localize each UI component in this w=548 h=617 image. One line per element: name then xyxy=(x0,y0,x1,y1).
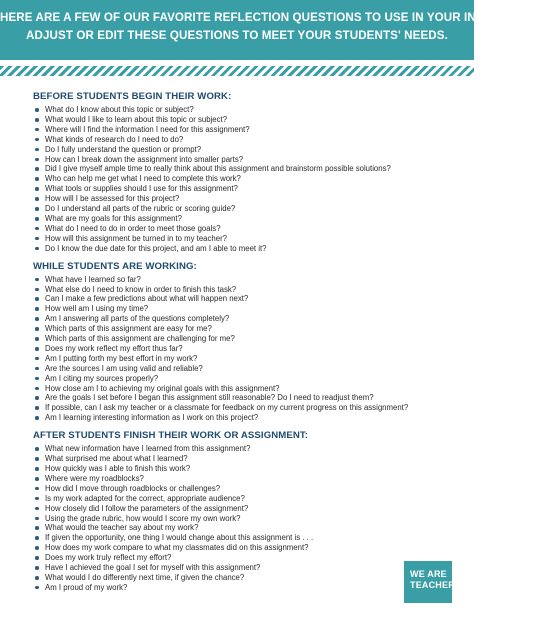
bullet-icon xyxy=(35,387,39,391)
question-item xyxy=(33,324,453,334)
question-list-after xyxy=(33,444,462,593)
question-text: Am I learning interesting information as I work on this project? xyxy=(45,413,259,423)
question-list-during xyxy=(33,275,453,424)
question-text: Am I citing my sources properly? xyxy=(45,373,159,383)
question-item xyxy=(33,444,453,454)
question-item xyxy=(33,224,453,234)
bullet-icon xyxy=(35,227,39,231)
question-text: If given the opportunity, one thing I would change about this assignment is . . . xyxy=(45,533,314,543)
question-text: Do I fully understand the question or prompt? xyxy=(45,144,202,154)
question-text: What else do I need to know in order to finish this task? xyxy=(45,284,237,294)
bullet-icon xyxy=(35,576,39,580)
bullet-icon xyxy=(35,536,39,540)
header-title-line-2: ADJUST OR EDIT THESE QUESTIONS TO MEET YOUR STUDENTS' NEEDS. xyxy=(26,29,448,42)
bullet-icon xyxy=(35,197,39,201)
question-item xyxy=(33,384,453,394)
question-text: How well am I using my time? xyxy=(45,304,149,314)
logo-line-2: TEACHERS xyxy=(410,580,462,590)
bullet-icon xyxy=(35,278,39,282)
bullet-icon xyxy=(35,128,39,132)
question-text: Where were my roadblocks? xyxy=(45,473,144,483)
question-item xyxy=(33,194,453,204)
bullet-icon xyxy=(35,566,39,570)
question-item xyxy=(33,334,453,344)
question-text: Did I give myself ample time to really think about this assignment and brainstorm possible solutions? xyxy=(45,164,391,174)
question-content xyxy=(33,90,462,593)
question-item xyxy=(33,474,453,484)
bullet-icon xyxy=(35,447,39,451)
bullet-icon xyxy=(35,177,39,181)
question-item xyxy=(33,374,453,384)
question-text: Do I know the due date for this project, and am I able to meet it? xyxy=(45,243,267,253)
question-text: Do I understand all parts of the rubric or scoring guide? xyxy=(45,204,236,214)
question-list-before xyxy=(33,105,453,254)
question-text: What tools or supplies should I use for this assignment? xyxy=(45,184,238,194)
question-text: What new information have I learned from this assignment? xyxy=(45,444,251,454)
bullet-icon xyxy=(35,317,39,321)
bullet-icon xyxy=(35,507,39,511)
question-text: Am I proud of my work? xyxy=(45,582,128,592)
section-title-before: BEFORE STUDENTS BEGIN THEIR WORK: xyxy=(33,91,232,102)
question-item xyxy=(33,553,453,563)
question-text: How will I be assessed for this project? xyxy=(45,194,180,204)
question-item xyxy=(33,563,453,573)
question-text: What would I do differently next time, if given the chance? xyxy=(45,572,245,582)
question-item xyxy=(33,275,453,285)
question-text: Who can help me get what I need to complete this work? xyxy=(45,174,241,184)
question-text: Does my work truly reflect my effort? xyxy=(45,553,172,563)
question-item xyxy=(33,314,453,324)
question-text: How did I move through roadblocks or challenges? xyxy=(45,483,221,493)
question-item xyxy=(33,285,453,295)
bullet-icon xyxy=(35,118,39,122)
section-during xyxy=(33,260,453,424)
bullet-icon xyxy=(35,546,39,550)
question-text: Where will I find the information I need for this assignment? xyxy=(45,124,250,134)
question-text: If possible, can I ask my teacher or a classmate for feedback on my current progress on this assignment? xyxy=(45,403,409,413)
question-text: Are the sources I am using valid and reliable? xyxy=(45,363,203,373)
question-item xyxy=(33,214,453,224)
question-item xyxy=(33,294,453,304)
question-item xyxy=(33,504,453,514)
bullet-icon xyxy=(35,487,39,491)
question-text: Which parts of this assignment are easy for me? xyxy=(45,324,212,334)
bullet-icon xyxy=(35,357,39,361)
bullet-icon xyxy=(35,396,39,400)
bullet-icon xyxy=(35,467,39,471)
bullet-icon xyxy=(35,167,39,171)
question-text: How quickly was I able to finish this work? xyxy=(45,464,191,473)
question-item xyxy=(33,155,453,165)
bullet-icon xyxy=(35,337,39,341)
question-item xyxy=(33,583,453,593)
question-text: Does my work reflect my effort thus far? xyxy=(45,343,183,353)
bullet-icon xyxy=(35,297,39,301)
question-text: What are my goals for this assignment? xyxy=(45,213,182,223)
bullet-icon xyxy=(35,416,39,420)
question-text: What have I learned so far? xyxy=(45,274,141,284)
question-text: Am I answering all parts of the questions completely? xyxy=(45,314,230,324)
question-item xyxy=(33,543,453,553)
bullet-icon xyxy=(35,477,39,481)
question-item xyxy=(33,204,453,214)
question-item xyxy=(33,164,453,174)
question-item xyxy=(33,234,453,244)
header-banner xyxy=(0,0,548,60)
question-text: How can I break down the assignment into smaller parts? xyxy=(45,154,244,164)
question-text: Am I putting forth my best effort in my work? xyxy=(45,353,198,363)
question-item xyxy=(33,354,453,364)
question-item xyxy=(33,573,453,583)
question-item xyxy=(33,533,453,543)
question-text: What surprised me about what I learned? xyxy=(45,454,188,464)
question-item xyxy=(33,454,453,464)
bullet-icon xyxy=(35,406,39,410)
question-text: Which parts of this assignment are challenging for me? xyxy=(45,334,235,344)
question-item xyxy=(33,145,453,155)
question-item xyxy=(33,413,453,423)
bullet-icon xyxy=(35,108,39,112)
question-item xyxy=(33,464,453,474)
question-text: How close am I to achieving my original goals with this assignment? xyxy=(45,383,280,393)
question-text: What would the teacher say about my work? xyxy=(45,523,199,533)
question-text: How closely did I follow the parameters of the assignment? xyxy=(45,503,249,513)
question-text: Using the grade rubric, how would I score my own work? xyxy=(45,513,241,523)
question-item xyxy=(33,244,453,254)
question-item xyxy=(33,523,453,533)
striped-divider xyxy=(0,66,474,76)
question-item xyxy=(33,115,453,125)
question-item xyxy=(33,184,453,194)
header-title-line-1: HERE ARE A FEW OF OUR FAVORITE REFLECTION QUESTIONS TO USE IN YOUR INSTRUCTION. xyxy=(0,11,548,24)
bullet-icon xyxy=(35,556,39,560)
question-item xyxy=(33,174,453,184)
bullet-icon xyxy=(35,327,39,331)
section-after xyxy=(33,429,462,593)
question-text: Are the goals I set before I began this assignment still reasonable? Do I need to readjust them? xyxy=(45,393,374,403)
question-text: Have I achieved the goal I set for myself with this assignment? xyxy=(45,563,261,573)
question-item xyxy=(33,105,453,115)
bullet-icon xyxy=(35,138,39,142)
bullet-icon xyxy=(35,367,39,371)
question-item xyxy=(33,484,453,494)
bullet-icon xyxy=(35,517,39,521)
we-are-teachers-logo xyxy=(404,561,462,603)
section-title-after: AFTER STUDENTS FINISH THEIR WORK OR ASSIGNMENT: xyxy=(33,430,309,442)
bullet-icon xyxy=(35,307,39,311)
bullet-icon xyxy=(35,247,39,251)
question-item xyxy=(33,494,453,504)
bullet-icon xyxy=(35,148,39,152)
question-text: What would I like to learn about this topic or subject? xyxy=(45,114,228,124)
question-text: What do I need to do in order to meet those goals? xyxy=(45,223,221,233)
bullet-icon xyxy=(35,526,39,530)
bullet-icon xyxy=(35,457,39,461)
question-item xyxy=(33,135,453,145)
question-item xyxy=(33,393,453,403)
bullet-icon xyxy=(35,377,39,381)
section-before xyxy=(33,90,453,254)
bullet-icon xyxy=(35,217,39,221)
question-item xyxy=(33,344,453,354)
bullet-icon xyxy=(35,187,39,191)
question-item xyxy=(33,304,453,314)
bullet-icon xyxy=(35,207,39,211)
question-item xyxy=(33,125,453,135)
question-item xyxy=(33,514,453,524)
question-text: How will this assignment be turned in to my teacher? xyxy=(45,233,228,243)
bullet-icon xyxy=(35,586,39,590)
question-text: How does my work compare to what my classmates did on this assignment? xyxy=(45,543,309,553)
bullet-icon xyxy=(35,497,39,501)
question-item xyxy=(33,364,453,374)
logo-line-1: WE ARE xyxy=(410,569,447,579)
bullet-icon xyxy=(35,288,39,292)
question-text: What do I know about this topic or subject? xyxy=(45,105,194,114)
question-text: What kinds of research do I need to do? xyxy=(45,134,184,144)
bullet-icon xyxy=(35,237,39,241)
question-text: Can I make a few predictions about what will happen next? xyxy=(45,294,249,304)
section-title-during: WHILE STUDENTS ARE WORKING: xyxy=(33,260,197,272)
question-item xyxy=(33,403,453,413)
question-text: Is my work adapted for the correct, appropriate audience? xyxy=(45,493,245,503)
bullet-icon xyxy=(35,347,39,351)
bullet-icon xyxy=(35,158,39,162)
